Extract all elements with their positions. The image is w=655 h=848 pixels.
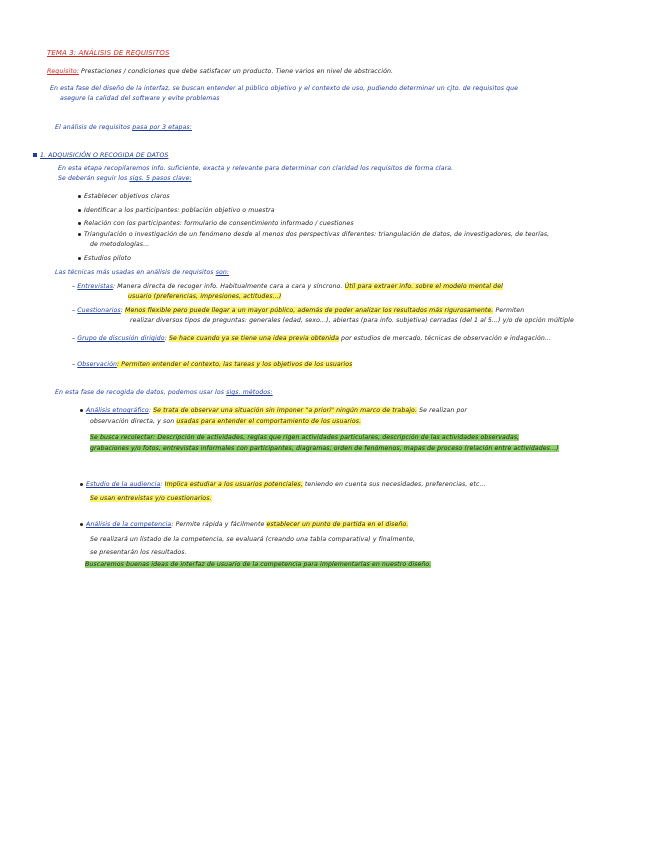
list-item: Estudios piloto — [78, 254, 131, 263]
bullet-icon — [80, 409, 83, 412]
method-audiencia: Estudio de la audiencia: Implica estudiar a los usuarios potenciales, teniendo en cuenta sus necesidades, preferencias, etc... — [80, 480, 486, 489]
etnografico-label: Análisis etnográfico — [86, 407, 149, 414]
bullet-icon — [78, 257, 81, 260]
grupo-label: Grupo de discusión dirigido — [77, 335, 165, 342]
technique-cuestionarios: – Cuestionarios: Menos flexible pero puede llegar a un mayor público, además de poder analizar los resultados más rigurosamente. Permiten — [72, 307, 525, 314]
technique-observacion: – Observación: Permiten entender el contexto, las tareas y los objetivos de los usuarios — [72, 361, 353, 368]
steps-intro-underlined: sigs. 5 pasos clave: — [129, 175, 192, 182]
highlight-yellow: : Permiten entender el contexto, las tareas y los objetivos de los usuarios — [117, 361, 353, 368]
section-heading-text: 1. ADQUISICIÓN O RECOGIDA DE DATOS — [40, 152, 169, 159]
section1-line1: En esta etapa recopilaremos info. suficiente, exacta y relevante para determinar con claridad los requisitos de forma clara. — [58, 165, 454, 172]
entrevistas-label: Entrevistas — [77, 283, 114, 290]
stages-intro-text: El análisis de requisitos — [55, 124, 133, 131]
etnografico-line4 — [90, 444, 559, 453]
method-etnografico: Análisis etnográfico: Se trata de observar una situación sin imponer "a priori" ningún marco de trabajo. Se realizan por — [80, 406, 467, 415]
page-title: TEMA 3: ANÁLISIS DE REQUISITOS — [47, 49, 170, 57]
list-item: Relación con los participantes: formulario de consentimiento informado / cuestiones — [78, 219, 354, 228]
requisito-text: Prestaciones / condiciones que debe satisfacer un producto. Tiene varios en nivel de abstracción. — [81, 68, 394, 75]
etnografico-line3 — [90, 433, 519, 442]
audiencia-line2 — [90, 494, 212, 503]
technique-grupo-discusion: – Grupo de discusión dirigido: Se hace cuando ya se tiene una idea previa obtenida por estudios de mercado, técnicas de observación e indagación... — [72, 335, 552, 342]
highlight-green: Buscaremos buenas ideas de interfaz de usuario de la competencia para implementarlas en nuestro diseño. — [85, 561, 432, 568]
section1-line2 — [58, 174, 192, 183]
competencia-line3: se presentarán los resultados. — [90, 549, 187, 556]
highlight-yellow: Implica estudiar a los usuarios potenciales, — [164, 481, 303, 488]
etnografico-line2: observación directa, y son usadas para entender el comportamiento de los usuarios. — [90, 418, 362, 425]
intro-paragraph-line1: En esta fase del diseño de la interfaz, se buscan entender al público objetivo y el contexto de uso, pudiendo determinar un cjto. de requisitos que — [50, 85, 519, 92]
methods-intro: En esta fase de recogida de datos, podemos usar los sigs. métodos: — [55, 389, 273, 396]
highlight-yellow: Útil para extraer info. sobre el modelo mental del — [344, 283, 503, 290]
highlight-green: grabaciones y/o fotos, entrevistas informales con participantes, diagramas, orden de fenómenos, mapas de proceso (relación entre actividades...) — [90, 445, 559, 452]
bullet-icon — [80, 483, 83, 486]
bullet-icon — [78, 195, 81, 198]
list-item: Establecer objetivos claros — [78, 192, 170, 201]
bullet-icon — [80, 523, 83, 526]
highlight-yellow: usadas para entender el comportamiento de los usuarios. — [176, 418, 362, 425]
method-competencia: Análisis de la competencia: Permite rápida y fácilmente establecer un punto de partida en el diseño. — [80, 520, 408, 529]
stages-intro — [55, 123, 192, 132]
highlight-green: Descripción de actividades, reglas que rigen actividades particulares, descripción de las actividades observadas, — [157, 434, 520, 441]
observacion-label: Observación — [77, 361, 118, 368]
bullet-icon — [78, 209, 81, 212]
audiencia-label: Estudio de la audiencia — [86, 481, 161, 488]
list-item: Identificar a los participantes: población objetivo o muestra — [78, 206, 275, 215]
list-item-continued: de metodologías... — [90, 241, 150, 248]
requisito-definition — [47, 67, 393, 76]
competencia-line4 — [85, 560, 431, 569]
highlight-yellow: Se usan entrevistas y/o cuestionarios. — [90, 495, 212, 502]
square-bullet-icon — [33, 153, 37, 157]
section-heading — [33, 151, 168, 160]
highlight-yellow: Menos flexible pero puede llegar a un mayor público, además de poder analizar los resultados más rigurosamente. — [125, 307, 494, 314]
bullet-icon — [78, 233, 81, 236]
highlight-yellow: usuario (preferencias, impresiones, actitudes...) — [128, 293, 282, 300]
highlight-yellow: Se hace cuando ya se tiene una idea previa obtenida — [168, 335, 339, 342]
technique-entrevistas: – Entrevistas: Manera directa de recoger info. Habitualmente cara a cara y síncrono. Útil para extraer info. sobre el modelo mental del — [72, 283, 503, 290]
techniques-intro: Las técnicas más usadas en análisis de requisitos son: — [55, 269, 230, 276]
intro-paragraph-line2: asegure la calidad del software y evite problemas — [60, 95, 220, 102]
bullet-icon — [78, 222, 81, 225]
steps-intro-text: Se deberán seguir los — [58, 175, 130, 182]
cuestionarios-line2: realizar diversos tipos de preguntas: generales (edad, sexo...), abiertas (para info. subjetiva) cerradas (del 1 al 5...) y/o de opción múltiple — [130, 317, 574, 324]
highlight-yellow: Se trata de observar una situación sin imponer "a priori" ningún marco de trabajo. — [153, 407, 418, 414]
competencia-label: Análisis de la competencia — [86, 521, 172, 528]
competencia-line2: Se realizará un listado de la competencia, se evaluará (creando una tabla comparativa) y finalmente, — [90, 536, 416, 543]
requisito-label: Requisito: — [47, 68, 79, 75]
stages-intro-underlined: pasa por 3 etapas: — [132, 124, 192, 131]
list-item: Triangulación o investigación de un fenómeno desde al menos dos perspectivas diferentes: triangulación de datos, de investigadores, de teorías, — [78, 230, 549, 239]
highlight-yellow: establecer un punto de partida en el diseño. — [266, 521, 409, 528]
entrevistas-line2 — [128, 292, 281, 301]
cuestionarios-label: Cuestionarios — [77, 307, 121, 314]
highlight-green: Se busca recolectar: — [90, 434, 158, 441]
